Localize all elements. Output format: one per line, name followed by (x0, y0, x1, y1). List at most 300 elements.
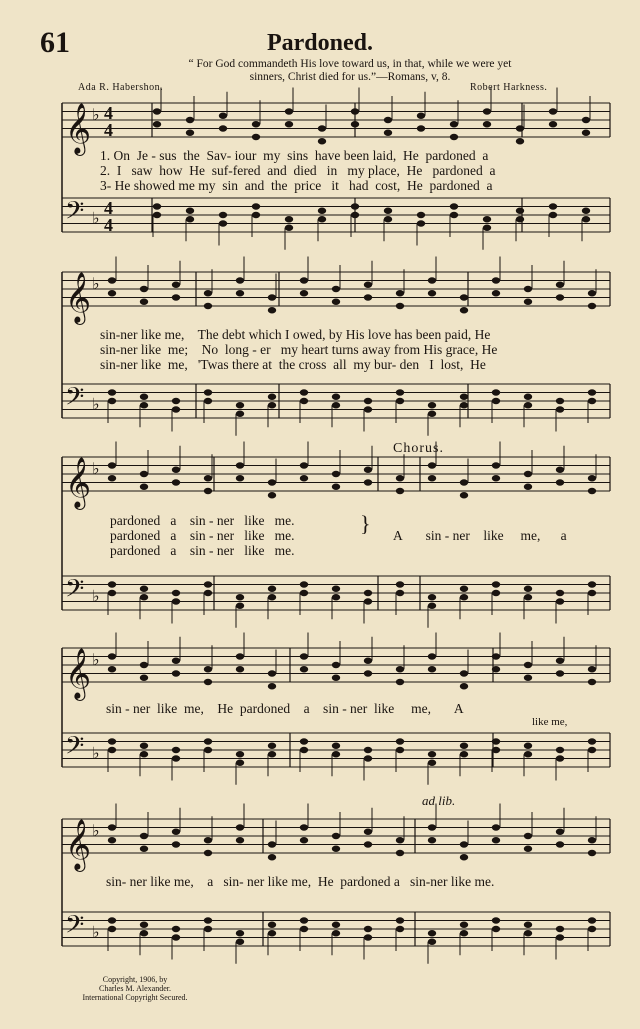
note-head (204, 488, 212, 494)
verse-brace: } (360, 511, 371, 536)
note-head (204, 666, 212, 672)
note-head (524, 833, 532, 839)
bass-clef-icon: 𝄢 (65, 382, 85, 418)
note-head (186, 117, 194, 123)
note-head (268, 854, 276, 860)
note-head (417, 220, 425, 226)
system2-verse2: sin-ner like me; No long - er my heart turns away from His grace, He (100, 342, 498, 357)
note-head (428, 290, 436, 296)
note-head (588, 926, 596, 932)
note-head (236, 411, 244, 417)
note-head (492, 581, 500, 587)
system2-verse1: sin-ner like me, The debt which I owed, by His love has been paid, He (100, 327, 491, 342)
note-head (460, 394, 468, 400)
note-head (460, 594, 468, 600)
note-head (140, 922, 148, 928)
note-head (582, 216, 590, 222)
note-head (204, 926, 212, 932)
note-head (300, 824, 308, 830)
note-head (332, 743, 340, 749)
note-head (172, 467, 180, 473)
note-head (492, 747, 500, 753)
note-head (108, 462, 116, 468)
note-head (428, 666, 436, 672)
flat-icon: ♭ (92, 586, 100, 606)
note-head (492, 666, 500, 672)
note-head (556, 755, 564, 761)
note-head (364, 406, 372, 412)
note-head (236, 462, 244, 468)
note-head (396, 850, 404, 856)
note-head (396, 389, 404, 395)
note-head (351, 108, 359, 114)
note-head (556, 479, 564, 485)
note-head (153, 108, 161, 114)
note-head (556, 658, 564, 664)
note-head (549, 108, 557, 114)
note-head (428, 462, 436, 468)
bass-clef-icon: 𝄢 (65, 196, 85, 232)
note-head (582, 117, 590, 123)
note-head (172, 934, 180, 940)
note-head (396, 590, 404, 596)
note-head (588, 747, 596, 753)
note-head (351, 203, 359, 209)
note-head (140, 484, 148, 490)
note-head (332, 402, 340, 408)
time-signature: 4 (104, 103, 113, 123)
note-head (172, 670, 180, 676)
note-head (428, 653, 436, 659)
note-head (140, 394, 148, 400)
note-head (252, 203, 260, 209)
note-head (364, 398, 372, 404)
note-head (524, 594, 532, 600)
hymn-number: 61 (40, 26, 70, 59)
note-head (516, 125, 524, 131)
note-head (556, 934, 564, 940)
note-head (588, 389, 596, 395)
note-head (417, 113, 425, 119)
note-head (140, 675, 148, 681)
system2-verse3: sin-ner like me, 'Twas there at the cross all my bur- den I lost, He (100, 357, 486, 372)
note-head (153, 212, 161, 218)
note-head (108, 926, 116, 932)
note-head (351, 212, 359, 218)
note-head (108, 290, 116, 296)
note-head (236, 837, 244, 843)
note-head (396, 290, 404, 296)
note-head (332, 286, 340, 292)
note-head (492, 475, 500, 481)
note-head (186, 208, 194, 214)
note-head (556, 598, 564, 604)
chorus-lyrics-3: sin- ner like me, a sin- ner like me, He pardoned a sin-ner like me. (106, 874, 495, 889)
note-head (300, 666, 308, 672)
note-head (236, 594, 244, 600)
note-head (268, 479, 276, 485)
note-head (364, 829, 372, 835)
note-head (140, 586, 148, 592)
note-head (428, 824, 436, 830)
flat-icon: ♭ (92, 394, 100, 414)
note-head (268, 492, 276, 498)
note-head (285, 225, 293, 231)
note-head (588, 303, 596, 309)
note-head (428, 277, 436, 283)
note-head (556, 406, 564, 412)
note-head (236, 402, 244, 408)
note-head (524, 402, 532, 408)
note-head (332, 833, 340, 839)
copyright-line-3: International Copyright Secured. (82, 993, 188, 1002)
note-head (204, 917, 212, 923)
note-head (428, 603, 436, 609)
note-head (204, 850, 212, 856)
note-head (140, 751, 148, 757)
note-head (236, 939, 244, 945)
note-head (524, 286, 532, 292)
note-head (332, 662, 340, 668)
note-head (588, 590, 596, 596)
note-head (108, 590, 116, 596)
note-head (332, 846, 340, 852)
note-head (285, 216, 293, 222)
note-head (384, 117, 392, 123)
note-head (364, 479, 372, 485)
note-head (516, 208, 524, 214)
note-head (140, 743, 148, 749)
note-head (492, 926, 500, 932)
note-head (172, 658, 180, 664)
note-head (483, 216, 491, 222)
note-head (140, 402, 148, 408)
note-head (108, 277, 116, 283)
note-head (108, 917, 116, 923)
note-head (186, 130, 194, 136)
note-head (524, 743, 532, 749)
note-head (252, 121, 260, 127)
note-head (318, 208, 326, 214)
note-head (140, 833, 148, 839)
note-head (204, 747, 212, 753)
system1-verse1: 1. On Je - sus the Sav- iour my sins have been laid, He pardoned a (100, 148, 489, 163)
copyright-notice (60, 975, 210, 1002)
note-head (556, 467, 564, 473)
note-head (450, 203, 458, 209)
note-head (236, 603, 244, 609)
note-head (524, 751, 532, 757)
note-head (460, 492, 468, 498)
note-head (588, 666, 596, 672)
note-head (492, 389, 500, 395)
note-head (460, 586, 468, 592)
note-head (492, 837, 500, 843)
note-head (483, 225, 491, 231)
note-head (140, 930, 148, 936)
note-head (153, 203, 161, 209)
note-head (318, 125, 326, 131)
note-head (300, 389, 308, 395)
note-head (268, 586, 276, 592)
note-head (172, 926, 180, 932)
note-head (428, 411, 436, 417)
note-head (428, 760, 436, 766)
note-head (268, 307, 276, 313)
note-head (108, 666, 116, 672)
note-head (556, 282, 564, 288)
note-head (492, 462, 500, 468)
flat-icon: ♭ (92, 922, 100, 942)
note-head (186, 216, 194, 222)
chorus-lyrics-1: A sin - ner like me, a (393, 528, 567, 543)
flat-icon: ♭ (92, 208, 100, 228)
note-head (153, 121, 161, 127)
note-head (483, 121, 491, 127)
note-head (460, 930, 468, 936)
note-head (332, 751, 340, 757)
note-head (300, 653, 308, 659)
note-head (396, 488, 404, 494)
note-head (318, 216, 326, 222)
system1-verse3: 3- He showed me my sin and the price it had cost, He pardoned a (100, 178, 493, 193)
flat-icon: ♭ (92, 820, 100, 840)
author-credit: Ada R. Habershon. (78, 82, 164, 93)
note-head (204, 389, 212, 395)
note-head (524, 846, 532, 852)
note-head (483, 108, 491, 114)
note-head (556, 670, 564, 676)
note-head (460, 683, 468, 689)
flat-icon: ♭ (92, 458, 100, 478)
chorus-label: Chorus. (393, 441, 444, 456)
note-head (524, 675, 532, 681)
note-head (417, 212, 425, 218)
note-head (236, 751, 244, 757)
note-head (332, 394, 340, 400)
system1-verse2: 2. I saw how He suf-fered and died in my place, He pardoned a (100, 163, 496, 178)
note-head (556, 747, 564, 753)
note-head (556, 398, 564, 404)
note-head (396, 398, 404, 404)
note-head (492, 290, 500, 296)
system3-verse3: pardoned a sin - ner like me. (110, 543, 295, 558)
note-head (364, 934, 372, 940)
note-head (396, 738, 404, 744)
note-head (236, 760, 244, 766)
note-head (364, 294, 372, 300)
note-head (524, 484, 532, 490)
note-head (108, 653, 116, 659)
note-head (384, 208, 392, 214)
note-head (588, 488, 596, 494)
note-head (351, 121, 359, 127)
note-head (236, 475, 244, 481)
note-head (268, 930, 276, 936)
note-head (588, 581, 596, 587)
note-head (364, 282, 372, 288)
note-head (204, 837, 212, 843)
treble-clef-icon: 𝄞 (65, 648, 92, 699)
note-head (140, 286, 148, 292)
note-head (460, 922, 468, 928)
note-head (140, 846, 148, 852)
note-head (300, 277, 308, 283)
note-head (396, 926, 404, 932)
note-head (204, 398, 212, 404)
note-head (364, 926, 372, 932)
note-head (300, 747, 308, 753)
note-head (332, 484, 340, 490)
note-head (318, 138, 326, 144)
note-head (172, 479, 180, 485)
note-head (549, 121, 557, 127)
note-head (300, 837, 308, 843)
note-head (556, 829, 564, 835)
composer-credit: Robert Harkness. (470, 82, 548, 93)
note-head (236, 930, 244, 936)
note-head (300, 462, 308, 468)
note-head (219, 212, 227, 218)
note-head (252, 134, 260, 140)
note-head (396, 747, 404, 753)
note-head (300, 290, 308, 296)
note-head (364, 598, 372, 604)
note-head (332, 930, 340, 936)
note-head (364, 755, 372, 761)
note-head (428, 751, 436, 757)
note-head (524, 930, 532, 936)
note-head (268, 670, 276, 676)
note-head (172, 590, 180, 596)
note-head (108, 837, 116, 843)
note-head (417, 125, 425, 131)
note-head (332, 594, 340, 600)
note-head (396, 837, 404, 843)
note-head (300, 926, 308, 932)
note-head (204, 738, 212, 744)
note-head (428, 594, 436, 600)
flat-icon: ♭ (92, 104, 100, 124)
note-head (172, 398, 180, 404)
note-head (108, 738, 116, 744)
note-head (516, 216, 524, 222)
note-head (396, 303, 404, 309)
note-head (300, 475, 308, 481)
treble-clef-icon: 𝄞 (65, 272, 92, 323)
note-head (460, 854, 468, 860)
note-head (364, 841, 372, 847)
note-head (252, 212, 260, 218)
note-head (524, 394, 532, 400)
note-head (300, 590, 308, 596)
note-head (140, 299, 148, 305)
note-head (450, 134, 458, 140)
note-head (108, 747, 116, 753)
note-head (364, 658, 372, 664)
note-head (219, 125, 227, 131)
hymn-title: Pardoned. (266, 30, 373, 56)
note-head (236, 666, 244, 672)
system3-verse1: pardoned a sin - ner like me. (110, 513, 295, 528)
note-head (588, 679, 596, 685)
note-head (460, 479, 468, 485)
note-head (172, 747, 180, 753)
note-head (172, 841, 180, 847)
note-head (492, 277, 500, 283)
note-head (588, 850, 596, 856)
note-head (492, 738, 500, 744)
note-head (396, 679, 404, 685)
scripture-line-1: “ For God commandeth His love toward us, in that, while we were yet (188, 58, 512, 70)
note-head (549, 212, 557, 218)
treble-clef-icon: 𝄞 (65, 819, 92, 870)
note-head (588, 475, 596, 481)
note-head (204, 590, 212, 596)
note-head (428, 837, 436, 843)
note-head (332, 471, 340, 477)
note-head (236, 824, 244, 830)
note-head (268, 294, 276, 300)
flat-icon: ♭ (92, 743, 100, 763)
note-head (524, 586, 532, 592)
note-head (428, 930, 436, 936)
note-head (172, 755, 180, 761)
copyright-line-1: Copyright, 1906, by (102, 975, 168, 984)
note-head (524, 922, 532, 928)
note-head (556, 926, 564, 932)
note-head (396, 917, 404, 923)
flat-icon: ♭ (92, 649, 100, 669)
note-head (364, 590, 372, 596)
bass-clef-icon: 𝄢 (65, 731, 85, 767)
note-head (588, 398, 596, 404)
note-head (204, 581, 212, 587)
note-head (268, 594, 276, 600)
note-head (428, 939, 436, 945)
note-head (219, 113, 227, 119)
note-head (492, 653, 500, 659)
note-head (588, 837, 596, 843)
note-head (364, 467, 372, 473)
note-head (588, 917, 596, 923)
note-head (300, 398, 308, 404)
note-head (140, 662, 148, 668)
note-head (524, 299, 532, 305)
note-head (300, 917, 308, 923)
note-head (524, 471, 532, 477)
note-head (460, 841, 468, 847)
note-head (364, 747, 372, 753)
note-head (428, 475, 436, 481)
note-head (384, 216, 392, 222)
note-head (588, 290, 596, 296)
system3-verse2: pardoned a sin - ner like me. (110, 528, 295, 543)
note-head (140, 594, 148, 600)
note-head (460, 402, 468, 408)
note-head (268, 743, 276, 749)
note-head (172, 406, 180, 412)
note-head (204, 679, 212, 685)
note-head (582, 130, 590, 136)
note-head (332, 675, 340, 681)
note-head (285, 108, 293, 114)
note-head (300, 738, 308, 744)
note-head (492, 917, 500, 923)
note-head (428, 402, 436, 408)
note-head (108, 475, 116, 481)
note-head (460, 670, 468, 676)
